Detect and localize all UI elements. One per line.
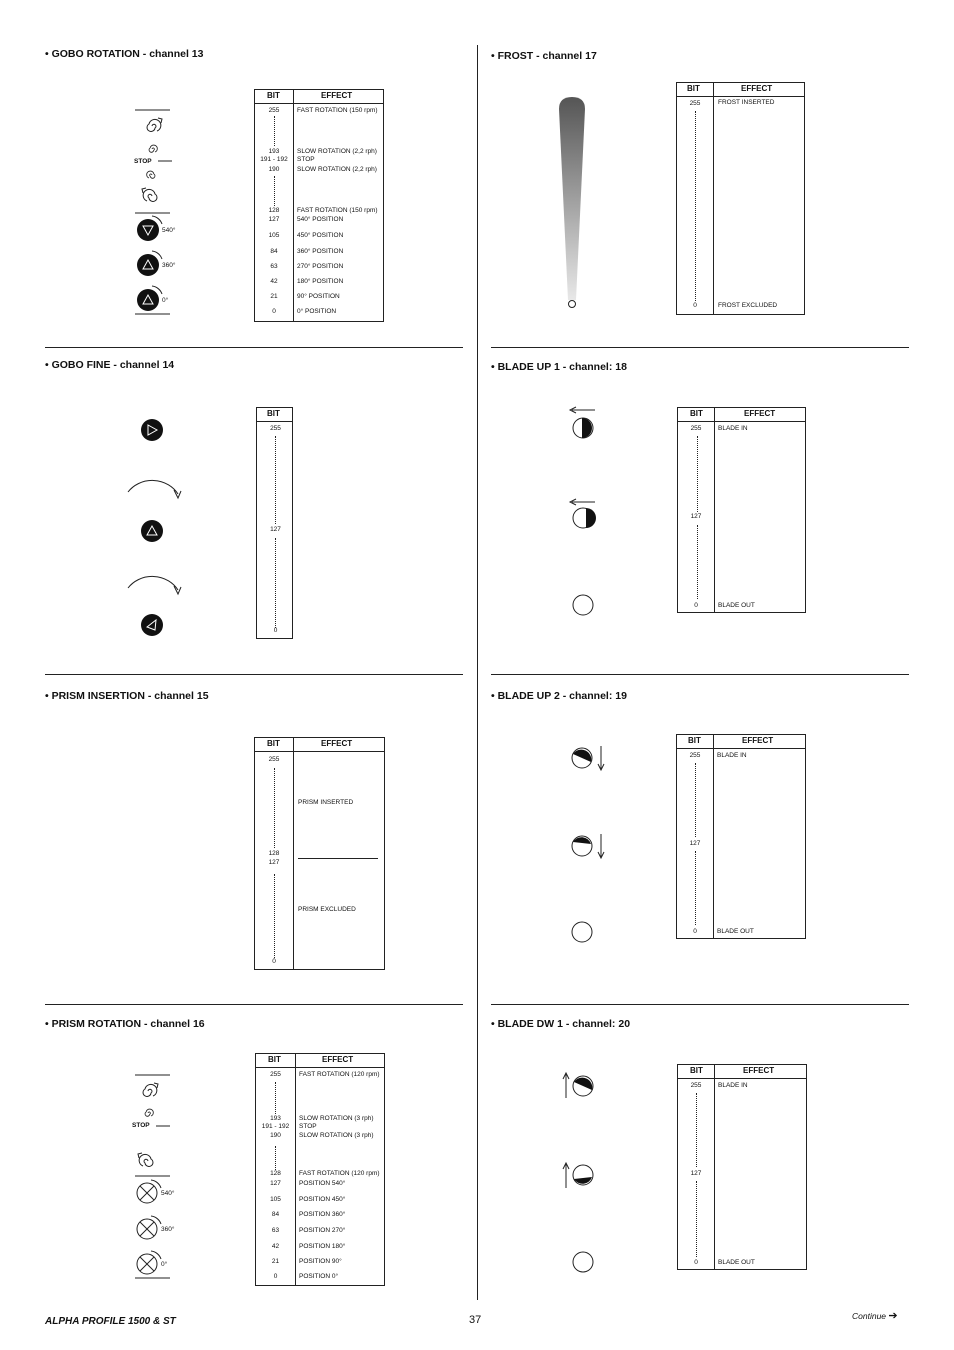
table-cell: 128	[268, 850, 280, 857]
section-title-prism-rotation: • PRISM ROTATION - channel 16	[45, 1018, 205, 1030]
table-cell: BLADE IN	[718, 1082, 748, 1089]
table-cell: POSITION 540°	[299, 1180, 346, 1187]
table-cell: 0° POSITION	[297, 308, 337, 315]
deg540-label: 540°	[161, 1190, 175, 1197]
table-cell: 360° POSITION	[297, 248, 344, 255]
bit-header: BIT	[267, 91, 280, 100]
table-cell: STOP	[299, 1123, 317, 1130]
section-title-frost: • FROST - channel 17	[491, 50, 597, 62]
table-cell: SLOW ROTATION (2,2 rph)	[297, 148, 377, 155]
continue-label: Continue	[852, 1311, 887, 1321]
table-cell: FAST ROTATION (120 rpm)	[299, 1071, 380, 1078]
arrow-icon	[128, 576, 178, 590]
table-cell: 128	[270, 1170, 281, 1177]
gobo-position-icon	[141, 419, 163, 441]
table-cell: FAST ROTATION (150 rpm)	[297, 107, 378, 114]
effect-header: EFFECT	[742, 736, 774, 745]
section-divider	[45, 1004, 463, 1005]
gobo-rotation-table	[254, 89, 384, 322]
table-cell: 270° POSITION	[297, 263, 344, 270]
table-cell: 42	[271, 1243, 280, 1250]
table-cell: 127	[689, 840, 701, 847]
table-cell: POSITION 90°	[299, 1258, 342, 1265]
spiral-icon	[149, 145, 157, 152]
section-title-gobo-rotation: • GOBO ROTATION - channel 13	[45, 48, 204, 60]
blade-icon	[573, 1252, 593, 1272]
section-divider	[491, 1004, 909, 1005]
blade-icon	[572, 836, 592, 856]
table-cell: 127	[270, 1180, 281, 1187]
table-cell: POSITION 360°	[299, 1211, 346, 1218]
spiral-icon	[147, 171, 155, 178]
gobo-fine-diagram	[120, 410, 190, 640]
table-cell: FROST EXCLUDED	[718, 302, 778, 309]
spiral-icon	[145, 1109, 153, 1116]
section-divider	[45, 347, 463, 348]
table-cell: SLOW ROTATION (3 rph)	[299, 1115, 374, 1122]
section-title-blade-dw1: • BLADE DW 1 - channel: 20	[491, 1018, 631, 1030]
table-cell: 255	[270, 425, 281, 432]
table-cell: FROST INSERTED	[718, 99, 775, 106]
effect-header: EFFECT	[743, 1066, 775, 1075]
section-title-blade-up2: • BLADE UP 2 - channel: 19	[491, 690, 627, 702]
table-cell: POSITION 270°	[299, 1227, 346, 1234]
table-cell: 0	[693, 928, 697, 935]
spiral-icon	[138, 1153, 153, 1166]
table-cell: 21	[271, 1258, 280, 1265]
effect-header: EFFECT	[321, 739, 353, 748]
table-cell: PRISM INSERTED	[298, 799, 354, 806]
blade-up2-table	[676, 734, 806, 939]
section-title-blade-up1: • BLADE UP 1 - channel: 18	[491, 361, 627, 373]
frost-gradient-diagram	[555, 95, 590, 310]
prism-icon	[137, 1216, 161, 1239]
table-cell: 450° POSITION	[297, 232, 344, 239]
table-cell: 255	[268, 107, 280, 114]
table-cell: 193	[268, 148, 280, 155]
table-cell: 255	[689, 100, 701, 107]
table-cell: 127	[268, 216, 280, 223]
table-cell: 191 - 192	[260, 156, 288, 163]
arrow-icon	[128, 480, 178, 494]
table-cell: 84	[271, 1211, 280, 1218]
table-cell: 42	[270, 278, 278, 285]
bit-header: BIT	[690, 409, 703, 418]
blade-up2-diagram	[565, 742, 610, 947]
table-cell: 0	[272, 308, 276, 315]
table-cell: 193	[270, 1115, 281, 1122]
continue-link[interactable]	[852, 1309, 898, 1322]
table-cell: 127	[270, 526, 281, 533]
spiral-icon	[143, 1083, 158, 1096]
table-cell: 90° POSITION	[297, 293, 340, 300]
prism-icon	[137, 1180, 161, 1203]
table-cell: 63	[270, 263, 278, 270]
table-cell: 21	[270, 293, 278, 300]
table-cell: 128	[268, 207, 280, 214]
table-cell: 0	[694, 1259, 698, 1266]
gobo-position-icon	[137, 286, 162, 311]
blade-icon	[573, 418, 593, 438]
prism-insertion-table	[254, 737, 385, 970]
blade-dw1-diagram	[558, 1070, 603, 1280]
section-divider	[491, 347, 909, 348]
table-cell: 0	[694, 602, 698, 609]
table-cell: 0	[272, 958, 276, 965]
deg0-label: 0°	[162, 297, 169, 304]
table-cell: BLADE IN	[718, 425, 748, 432]
section-title-gobo-fine: • GOBO FINE - channel 14	[45, 359, 175, 371]
table-cell: SLOW ROTATION (2,2 rph)	[297, 166, 377, 173]
arrow-up-icon	[563, 1073, 569, 1098]
gobo-position-icon	[137, 216, 162, 241]
table-cell: 180° POSITION	[297, 278, 344, 285]
table-cell: 63	[271, 1227, 280, 1234]
product-name: ALPHA PROFILE 1500 & ST	[45, 1316, 176, 1327]
table-cell: BLADE IN	[717, 752, 747, 759]
arrow-right-icon: ➔	[888, 1310, 898, 1322]
table-cell: 105	[270, 1196, 281, 1203]
blade-icon	[573, 508, 596, 528]
spiral-icon	[142, 188, 157, 201]
table-cell: POSITION 180°	[299, 1243, 346, 1250]
arrow-left-icon	[570, 407, 595, 413]
table-cell: 127	[690, 1170, 702, 1177]
arrow-down-icon	[598, 834, 604, 858]
deg540-label: 540°	[162, 227, 176, 234]
table-cell: 255	[690, 1082, 702, 1089]
effect-header: EFFECT	[321, 91, 353, 100]
blade-icon	[573, 595, 593, 615]
stop-label: STOP	[134, 158, 152, 165]
arrow-up-icon	[563, 1163, 569, 1188]
table-cell: 255	[689, 752, 701, 759]
table-cell: 190	[270, 1132, 281, 1139]
blade-up1-table	[677, 407, 806, 613]
deg360-label: 360°	[162, 262, 176, 269]
blade-icon	[573, 1076, 593, 1096]
frost-table	[676, 82, 805, 315]
bit-header: BIT	[268, 1055, 281, 1064]
table-cell: 0	[273, 627, 278, 634]
spiral-icon	[147, 118, 162, 131]
gobo-position-icon	[141, 520, 163, 542]
table-cell: 255	[268, 756, 280, 763]
table-cell: POSITION 0°	[299, 1273, 339, 1280]
bit-header: BIT	[267, 739, 280, 748]
prism-icon	[137, 1251, 161, 1274]
table-cell: 190	[268, 166, 280, 173]
table-cell: PRISM EXCLUDED	[298, 906, 356, 913]
table-cell: 0	[273, 1273, 278, 1280]
section-title-prism-insertion: • PRISM INSERTION - channel 15	[45, 690, 209, 702]
bit-header: BIT	[687, 84, 700, 93]
table-cell: FAST ROTATION (120 rpm)	[299, 1170, 380, 1177]
effect-header: EFFECT	[741, 84, 773, 93]
column-divider	[477, 45, 478, 1300]
table-cell: 84	[270, 248, 278, 255]
table-cell: BLADE OUT	[718, 1259, 755, 1266]
bit-header: BIT	[690, 1066, 703, 1075]
table-cell: STOP	[297, 156, 315, 163]
table-cell: FAST ROTATION (150 rpm)	[297, 207, 378, 214]
table-cell: 127	[690, 513, 702, 520]
section-divider	[45, 674, 463, 675]
table-cell: 127	[268, 859, 280, 866]
arrow-down-icon	[598, 746, 604, 770]
deg360-label: 360°	[161, 1226, 175, 1233]
blade-icon	[573, 1165, 593, 1185]
blade-up1-diagram	[565, 403, 605, 618]
gobo-position-icon	[137, 251, 162, 276]
table-cell: 0	[693, 302, 697, 309]
blade-dw1-table	[677, 1064, 807, 1270]
prism-rotation-table	[255, 1053, 385, 1286]
table-cell: POSITION 450°	[299, 1196, 346, 1203]
table-cell: 191 - 192	[261, 1123, 290, 1130]
table-cell: 255	[690, 425, 702, 432]
gobo-rotation-diagram	[120, 105, 180, 320]
section-divider	[491, 674, 909, 675]
table-cell: BLADE OUT	[717, 928, 754, 935]
table-cell: SLOW ROTATION (3 rph)	[299, 1132, 374, 1139]
table-cell: 255	[270, 1071, 281, 1078]
blade-icon	[572, 748, 592, 768]
effect-header: EFFECT	[744, 409, 776, 418]
bit-header: BIT	[688, 736, 701, 745]
gobo-fine-table	[256, 407, 293, 639]
blade-icon	[572, 922, 592, 942]
table-cell: 540° POSITION	[297, 216, 344, 223]
arrow-left-icon	[570, 499, 595, 505]
stop-label: STOP	[132, 1122, 150, 1129]
gobo-position-icon	[141, 614, 163, 636]
prism-rotation-diagram	[120, 1070, 180, 1285]
deg0-label: 0°	[161, 1261, 168, 1268]
page-number: 37	[469, 1314, 482, 1326]
table-cell: 105	[268, 232, 280, 239]
bit-header: BIT	[267, 409, 280, 418]
effect-header: EFFECT	[322, 1055, 354, 1064]
table-cell: BLADE OUT	[718, 602, 755, 609]
